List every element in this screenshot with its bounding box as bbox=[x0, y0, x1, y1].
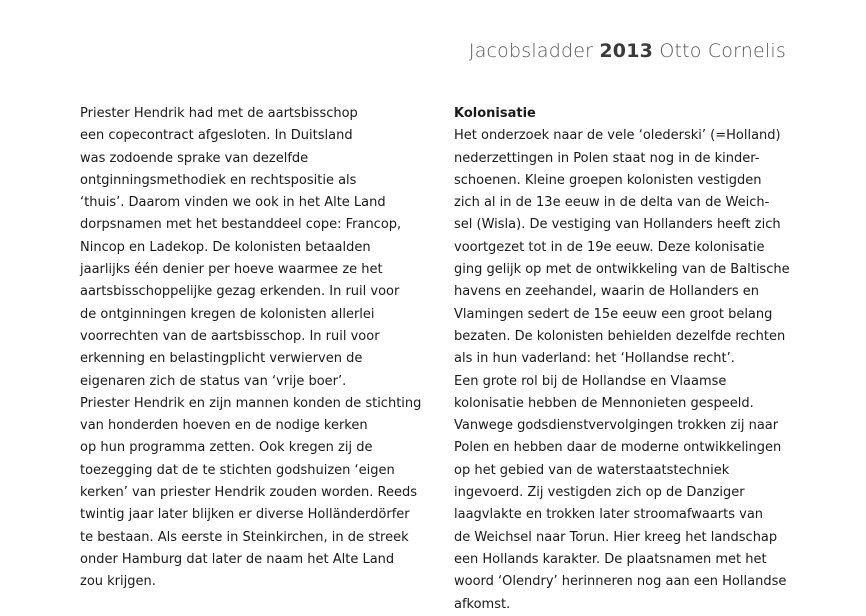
text-line: op het gebied van de waterstaatstechniek bbox=[454, 462, 730, 478]
text-line: jaarlijks één denier per hoeve waarmee ze het bbox=[80, 262, 383, 278]
text-line: op hun programma zetten. Ook kregen zij de bbox=[80, 440, 373, 456]
text-line: nederzettingen in Polen staat nog in de kinder- bbox=[454, 150, 760, 166]
text-line: de ontginningen kregen de kolonisten allerlei bbox=[80, 306, 375, 322]
text-line: Priester Hendrik en zijn mannen konden de stichting bbox=[80, 395, 422, 411]
right-text-column bbox=[454, 103, 790, 616]
text-line: de Weichsel naar Torun. Hier kreeg het landschap bbox=[454, 529, 778, 545]
header-title: Jacobsladder bbox=[468, 40, 594, 62]
header-year: 2013 bbox=[599, 40, 654, 62]
text-line: eigenaren zich de status van ‘vrije boer’. bbox=[80, 373, 347, 389]
text-line: bezaten. De kolonisten behielden dezelfde rechten bbox=[454, 328, 786, 344]
text-line: voorrechten van de aartsbisschop. In ruil voor bbox=[80, 328, 380, 344]
text-line: sel (Wisla). De vestiging van Hollanders heeft zich bbox=[454, 217, 781, 233]
text-line: ingevoerd. Zij vestigden zich op de Danziger bbox=[454, 485, 745, 501]
header-author: Otto Cornelis bbox=[659, 40, 786, 62]
text-line: te bestaan. Als eerste in Steinkirchen, in de streek bbox=[80, 529, 409, 545]
text-line: Het onderzoek naar de vele ‘olederski’ (=Holland) bbox=[454, 128, 781, 144]
text-line: kerken’ van priester Hendrik zouden worden. Reeds bbox=[80, 485, 418, 501]
section-heading: Kolonisatie bbox=[454, 106, 536, 121]
text-line: afkomst. bbox=[454, 596, 511, 612]
text-line: zich al in de 13e eeuw in de delta van de Weich- bbox=[454, 195, 770, 211]
text-line: van honderden hoeven en de nodige kerken bbox=[80, 418, 368, 434]
text-line: twintig jaar later blijken er diverse Holländerdörfer bbox=[80, 507, 410, 523]
text-line: als in hun vaderland: het ‘Hollandse recht’. bbox=[454, 351, 735, 367]
page-header bbox=[469, 40, 786, 62]
text-line: voortgezet tot in de 19e eeuw. Deze kolonisatie bbox=[454, 239, 765, 255]
text-line: ‘thuis’. Daarom vinden we ook in het Alte Land bbox=[80, 195, 386, 211]
text-line: was zodoende sprake van dezelfde bbox=[80, 150, 309, 166]
text-line: Vanwege godsdienstvervolgingen trokken zij naar bbox=[454, 418, 779, 434]
text-line: toezegging dat de te stichten godshuizen ‘eigen bbox=[80, 462, 395, 478]
text-line: onder Hamburg dat later de naam het Alte Land bbox=[80, 551, 395, 567]
text-line: zou krijgen. bbox=[80, 574, 156, 590]
text-line: Polen en hebben daar de moderne ontwikkelingen bbox=[454, 440, 782, 456]
text-line: laagvlakte en trokken later stroomafwaarts van bbox=[454, 507, 764, 523]
text-line: Priester Hendrik had met de aartsbisschop bbox=[80, 106, 358, 121]
text-line: erkenning en belastingplicht verwierven de bbox=[80, 351, 363, 367]
left-text-column bbox=[80, 103, 421, 594]
text-line: ontginningsmethodiek en rechtspositie als bbox=[80, 172, 357, 188]
text-line: Een grote rol bij de Hollandse en Vlaamse bbox=[454, 373, 727, 389]
text-line: schoenen. Kleine groepen kolonisten vestigden bbox=[454, 172, 762, 188]
text-line: ging gelijk op met de ontwikkeling van de Baltische bbox=[454, 262, 790, 278]
text-line: havens en zeehandel, waarin de Hollanders en bbox=[454, 284, 759, 300]
text-line: woord ‘Olendry’ herinneren nog aan een Hollandse bbox=[454, 574, 787, 590]
text-line: dorpsnamen met het bestanddeel cope: Francop, bbox=[80, 217, 402, 233]
text-line: kolonisatie hebben de Mennonieten gespeeld. bbox=[454, 395, 754, 411]
text-line: Nincop en Ladekop. De kolonisten betaalden bbox=[80, 239, 371, 255]
text-line: aartsbisschoppelijke gezag erkenden. In ruil voor bbox=[80, 284, 400, 300]
text-line: een Hollands karakter. De plaatsnamen met het bbox=[454, 551, 767, 567]
text-line: Vlamingen sedert de 15e eeuw een groot belang bbox=[454, 306, 773, 322]
text-line: een copecontract afgesloten. In Duitsland bbox=[80, 128, 353, 144]
